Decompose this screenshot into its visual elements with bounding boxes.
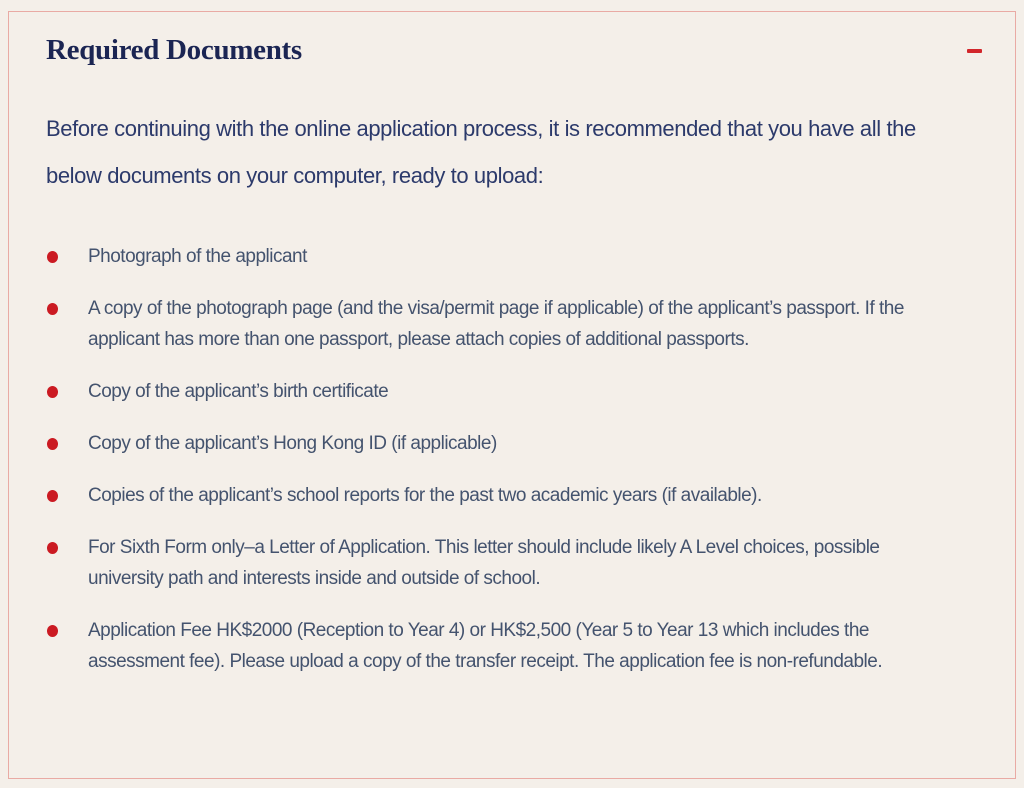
list-item-text: Photograph of the applicant [88, 246, 307, 268]
list-item-text: A copy of the photograph page (and the visa/permit page if applicable) of the applicant’s passport. If the applicant has more than one passport, please attach copies of additional passports. [88, 298, 904, 351]
bullet-icon [47, 386, 58, 398]
collapse-button[interactable] [967, 43, 982, 59]
accordion-header[interactable] [46, 34, 982, 67]
list-item [46, 428, 958, 459]
bullet-icon [47, 438, 58, 450]
list-item [46, 532, 958, 594]
bullet-icon [47, 542, 58, 554]
list-item-text: Copy of the applicant’s Hong Kong ID (if applicable) [88, 433, 497, 455]
list-item [46, 376, 958, 407]
list-item-text: Copies of the applicant’s school reports for the past two academic years (if available). [88, 485, 762, 507]
list-item [46, 615, 958, 677]
list-item [46, 480, 958, 511]
bullet-icon [47, 625, 58, 637]
list-item [46, 293, 958, 355]
minus-icon [967, 49, 982, 53]
intro-paragraph: Before continuing with the online application process, it is recommended that you have all the below documents on your computer, ready to upload: [46, 116, 916, 189]
list-item-text: Application Fee HK$2000 (Reception to Year 4) or HK$2,500 (Year 5 to Year 13 which includes the assessment fee). Please upload a copy of the transfer receipt. The application fee is non-refundable. [88, 620, 883, 673]
bullet-icon [47, 251, 58, 263]
bullet-icon [47, 490, 58, 502]
list-item-text: For Sixth Form only–a Letter of Application. This letter should include likely A Level choices, possible university path and interests inside and outside of school. [88, 537, 880, 590]
bullet-icon [47, 303, 58, 315]
section-title: Required Documents [46, 34, 302, 66]
required-documents-panel [8, 11, 1016, 779]
list-item-text: Copy of the applicant’s birth certificate [88, 381, 389, 403]
required-documents-list [46, 241, 982, 677]
list-item [46, 241, 958, 272]
